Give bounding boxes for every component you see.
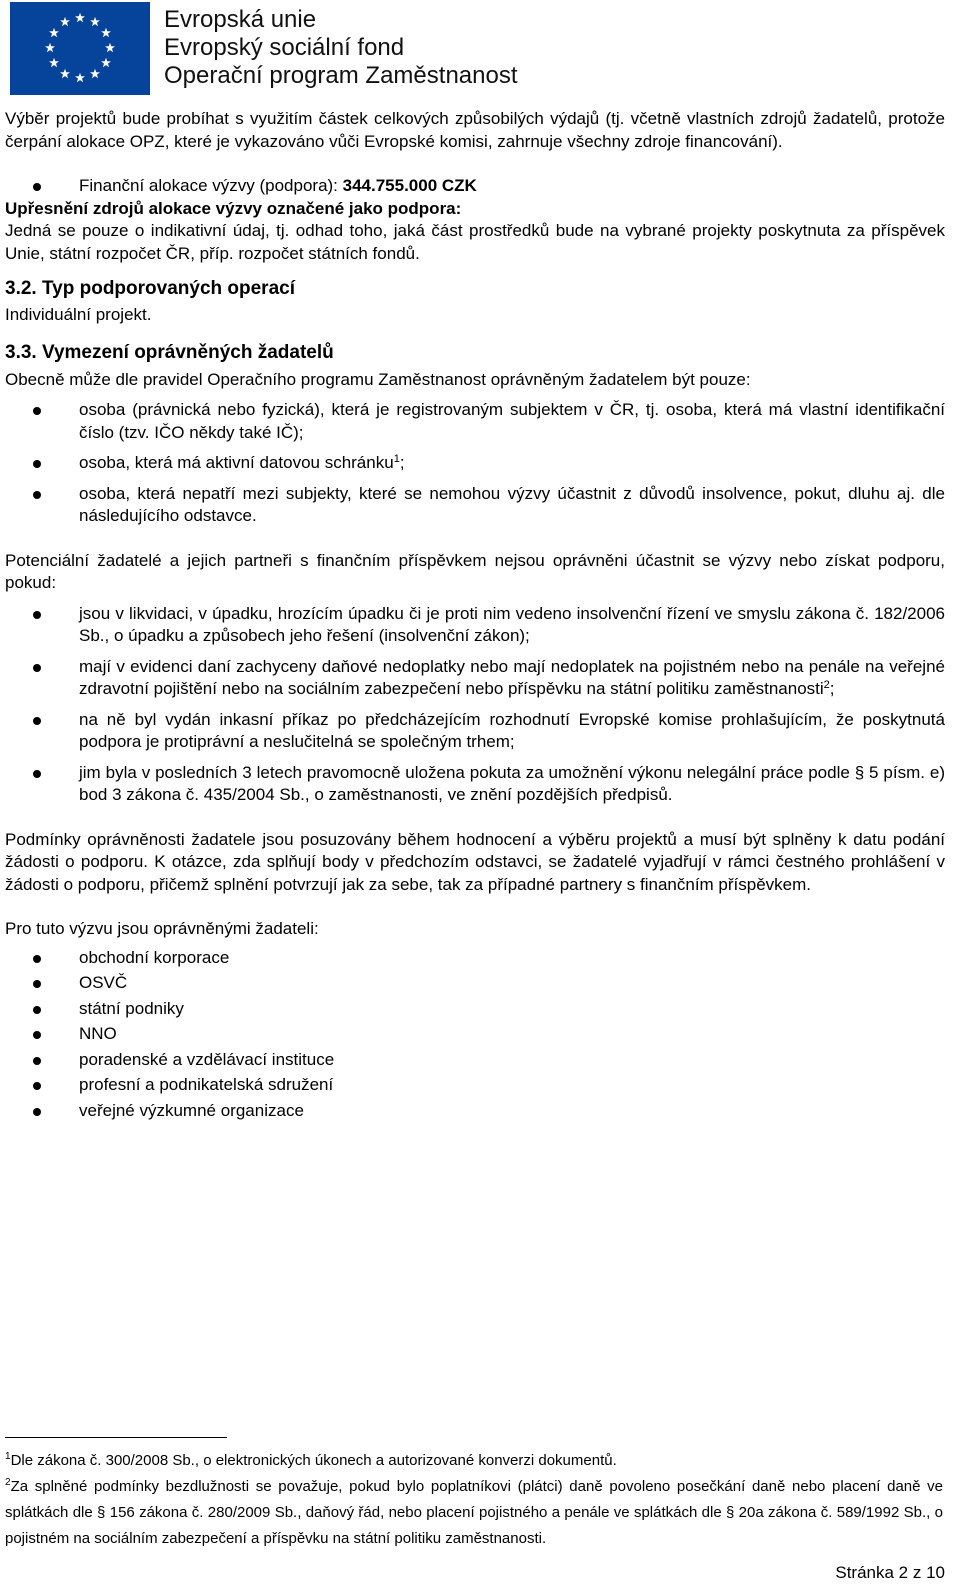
list-item: osoba (právnická nebo fyzická), která je registrovaným subjektem v ČR, tj. osoba, která má vlastní identifikační číslo (tzv. IČO někdy také IČ); (5, 399, 945, 444)
star-icon (101, 58, 111, 67)
bullet-icon (33, 460, 41, 468)
allocation-item (5, 175, 945, 198)
section-3-2-heading: 3.2. Typ podporovaných operací (5, 278, 295, 299)
logo-text (164, 6, 518, 90)
footnote-divider (5, 1437, 227, 1438)
list-item: osoba, která nepatří mezi subjekty, které se nemohou výzvy účastnit z důvodů insolvence, pokut, dluhu aj. dle následujícího odstavce. (5, 483, 945, 528)
sources-title: Upřesnění zdrojů alokace výzvy označené jako podpora: (5, 198, 462, 218)
logo-line-1: Evropská unie (164, 6, 317, 33)
eligible-item: veřejné výzkumné organizace (5, 1100, 945, 1123)
logo-line-3: Operační program Zaměstnanost (164, 62, 518, 89)
bullet-icon (33, 1006, 41, 1014)
allocation-label: Finanční alokace výzvy (podpora): (79, 176, 343, 195)
eligible-intro: Pro tuto výzvu jsou oprávněnými žadateli: (5, 919, 319, 938)
page-number: Stránka 2 z 10 (835, 1563, 945, 1582)
intro-paragraph: Výběr projektů bude probíhat s využitím částek celkových způsobilých výdajů (tj. včetně vlastních zdrojů žadatelů, protože čerpání alokace OPZ, které je vykazováno vůči Evropské komisi, zahrnuje všechny zdroje financování). (5, 109, 945, 151)
star-icon (49, 58, 59, 67)
bullet-icon (33, 611, 41, 619)
bullet-icon (33, 1082, 41, 1090)
allocation-list (5, 175, 945, 198)
eu-stars-icon (10, 2, 150, 95)
section-3-2-text: Individuální projekt. (5, 305, 152, 324)
bullet-icon (33, 491, 41, 499)
star-icon (60, 69, 70, 78)
list-item: mají v evidenci daní zachyceny daňové nedoplatky nebo mají nedoplatek na pojistném nebo na penále na veřejné zdravotní pojištění nebo na sociálním zabezpečení nebo příspěvku na státní politiku zaměstnanosti$^2$; (5, 656, 945, 701)
bullet-icon (33, 770, 41, 778)
list-item: na ně byl vydán inkasní příkaz po předcházejícím rozhodnutí Evropské komise prohlašujícím, že poskytnutá podpora je protiprávní a neslučitelná se společným trhem; (5, 709, 945, 754)
footnote-2: $^2$Za splněné podmínky bezdlužnosti se považuje, pokud bylo poplatníkovi (plátci) daně povoleno posečkání daně nebo placení daně ve splátkách dle § 156 zákona č. 280/2009 Sb., daňový řád, nebo placení pojistného a penále ve splátkách dle § 20a zákona č. 589/1992 Sb., o pojistném na sociálním zabezpečení a příspěvku na státní politiku zaměstnanosti. (5, 1477, 943, 1547)
star-icon (49, 28, 59, 37)
footnote-ref[interactable]: 2 (823, 679, 830, 691)
section-3-3-heading: 3.3. Vymezení oprávněných žadatelů (5, 341, 334, 363)
star-icon (75, 73, 85, 82)
eligible-item: obchodní korporace (5, 947, 945, 970)
eligible-item: poradenské a vzdělávací instituce (5, 1049, 945, 1072)
bullet-icon (33, 717, 41, 725)
eligible-item: NNO (5, 1023, 945, 1046)
bullet-icon (33, 183, 41, 191)
sources-text: Jedná se pouze o indikativní údaj, tj. odhad toho, jaká část prostředků bude na vybrané projekty poskytnuta za příspěvek Unie, státní rozpočet ČR, příp. rozpočet státních fondů. (5, 221, 945, 263)
bullet-icon (33, 407, 41, 415)
bullet-icon (33, 980, 41, 988)
document-body (5, 108, 945, 1122)
bullet-icon (33, 664, 41, 672)
star-icon (45, 43, 55, 52)
conditions-paragraph: Podmínky oprávněnosti žadatele jsou posuzovány během hodnocení a výběru projektů a musí být splněny k datu podání žádosti o podporu. K otázce, zda splňují body v předchozím odstavci, se žadatelé vyjadřují v rámci čestného prohlášení v žádosti o podporu, přičemž splnění potvrzují jak za sebe, tak za případné partnery s finančním příspěvkem. (5, 829, 945, 894)
footnote-1: $^1$Dle zákona č. 300/2008 Sb., o elektronických úkonech a autorizované konverzi dokumentů. (5, 1451, 617, 1469)
list-item: osoba, která má aktivní datovou schránku$^1$; (5, 452, 945, 475)
bullet-icon (33, 955, 41, 963)
eligible-item: OSVČ (5, 972, 945, 995)
logo-line-2: Evropský sociální fond (164, 34, 405, 61)
eu-flag-logo (10, 2, 150, 95)
potential-list (5, 603, 945, 807)
allocation-value: 344.755.000 CZK (342, 176, 477, 195)
eligible-item: státní podniky (5, 998, 945, 1021)
star-icon (60, 17, 70, 26)
eligible-list (5, 947, 945, 1123)
eligible-item: profesní a podnikatelská sdružení (5, 1074, 945, 1097)
bullet-icon (33, 1108, 41, 1116)
footnotes (5, 1448, 943, 1552)
list-item: jim byla v posledních 3 letech pravomocně uložena pokuta za umožnění výkonu nelegální práce podle § 5 písm. e) bod 3 zákona č. 435/2004 Sb., o zaměstnanosti, ve znění pozdějších předpisů. (5, 762, 945, 807)
star-icon (90, 17, 100, 26)
bullet-icon (33, 1057, 41, 1065)
bullet-icon (33, 1031, 41, 1039)
footnote-ref[interactable]: 1 (393, 453, 400, 465)
star-icon (75, 13, 85, 22)
star-icon (101, 28, 111, 37)
page-header (0, 0, 960, 92)
star-icon (105, 43, 115, 52)
list-item: jsou v likvidaci, v úpadku, hrozícím úpadku či je proti nim vedeno insolvenční řízení ve smyslu zákona č. 182/2006 Sb., o úpadku a způsobech jeho řešení (insolvenční zákon); (5, 603, 945, 648)
potential-intro: Potenciální žadatelé a jejich partneři s finančním příspěvkem nejsou oprávněni účastnit se výzvy nebo získat podporu, pokud: (5, 550, 945, 592)
star-icon (90, 69, 100, 78)
section-3-3-intro: Obecně může dle pravidel Operačního programu Zaměstnanost oprávněným žadatelem být pouze: (5, 369, 751, 389)
section-3-3-list (5, 399, 945, 528)
